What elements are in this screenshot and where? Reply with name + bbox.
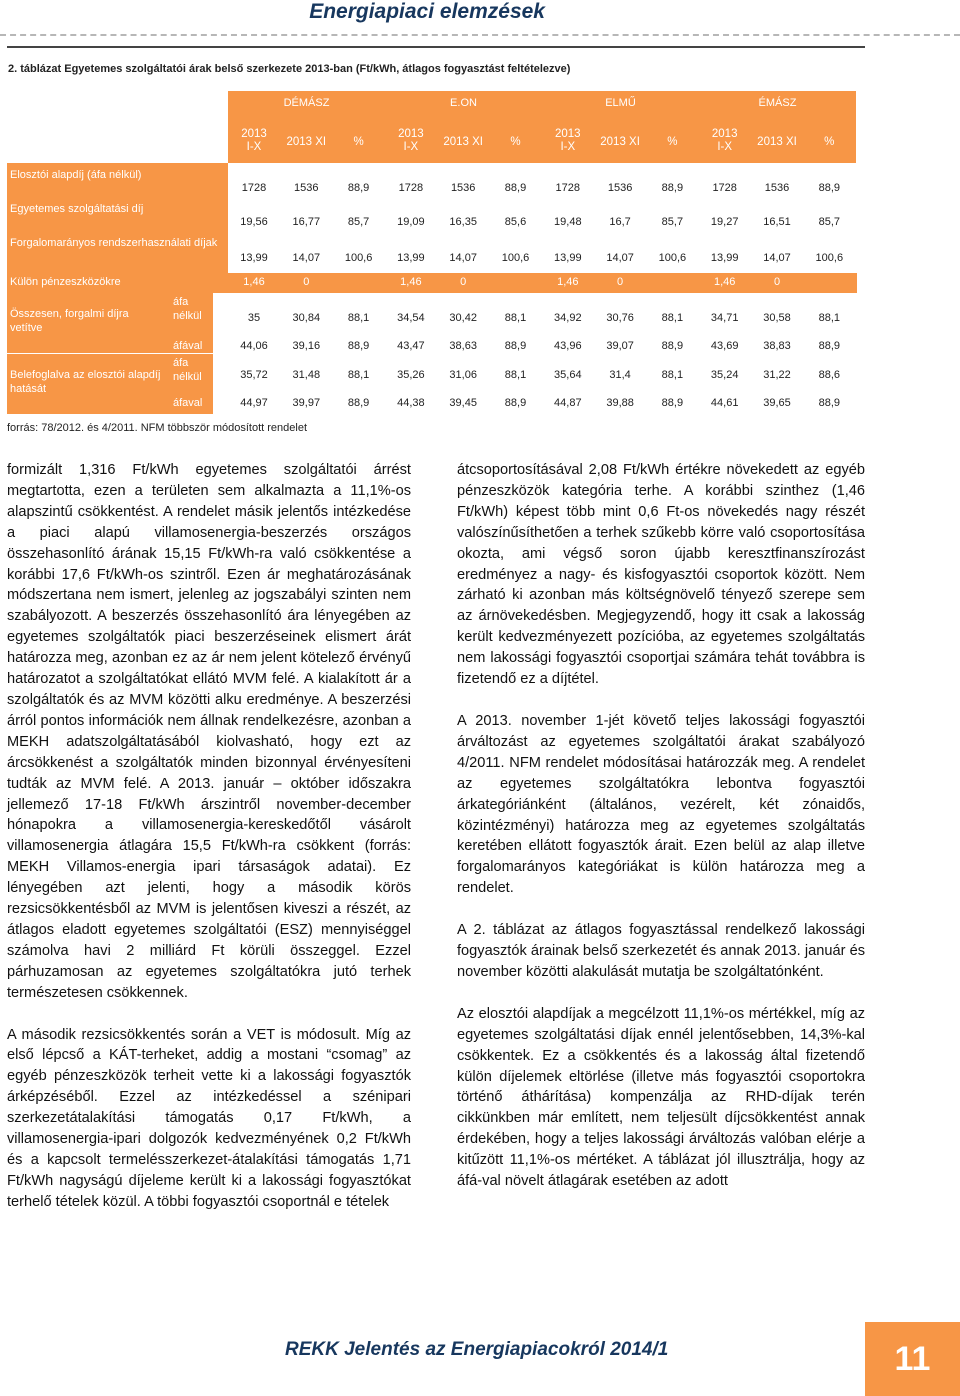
table-cell: 100,6 (658, 252, 687, 264)
subcolumn-header: 2013 I-X (398, 128, 424, 153)
table-cell: 1,46 (557, 276, 579, 288)
table-cell: 88,9 (661, 397, 684, 409)
subcolumn-header: % (510, 136, 521, 148)
table-cell: 0 (460, 276, 467, 288)
sub-label: áfaval (173, 397, 203, 409)
subcolumn-header: 2013 XI (600, 136, 640, 148)
table-cell: 88,9 (661, 182, 684, 194)
left-paragraph: A második rezsicsökkentés során a VET is módosult. Míg az első lépcső a KÁT-terheket, addig a mostani “csomag” az egyéb pénzeszközök terheit vette ki a lakossági fogyasztók árképzéséből. Ezzel az intézkedéssel a szénipari szerkezetátalakítási támogatás 0,17 Ft/kWh, a villamosenergia-ipari dolgozók kedvezményének 0,2 Ft/kWh és a kapcsolt termelésszerkezet-átalakítási támogatás 1,71 Ft/kWh nagyságú díjeleme került ki a lakossági fogyasztókat terhelő tételek közül. A többi fogyasztói csoportnál e tételek (7, 1026, 411, 1210)
table-cell: 16,77 (292, 216, 321, 228)
row-label: Elosztói alapdíj (áfa nélkül) (10, 169, 142, 181)
table-cell: 1728 (555, 182, 581, 194)
table-cell: 14,07 (606, 252, 634, 264)
table-cell: 44,61 (710, 397, 739, 409)
table-cell: 16,51 (763, 216, 791, 228)
table-cell: 1728 (712, 182, 737, 194)
table-cell: 19,48 (554, 216, 582, 228)
table-cell: 88,6 (818, 369, 840, 381)
table-cell: 35,24 (710, 369, 739, 381)
table-cell: 88,9 (661, 340, 684, 352)
table-cell: 88,1 (661, 312, 684, 324)
table-cell: 34,54 (397, 312, 425, 324)
table-cell: 1,46 (713, 276, 736, 288)
table-cell: 39,97 (292, 397, 321, 409)
provider-header: E.ON (450, 97, 477, 109)
table-cell: 100,6 (344, 252, 373, 264)
table-cell: 0 (303, 276, 310, 288)
subcolumn-header: % (667, 136, 678, 148)
table-cell: 1728 (241, 182, 267, 194)
table-cell: 34,92 (554, 312, 582, 324)
table-cell: 88,1 (661, 369, 684, 381)
table-cell: 38,63 (449, 340, 477, 352)
table-cell: 39,45 (449, 397, 477, 409)
table-cell: 88,9 (818, 182, 840, 194)
table-cell: 88,9 (504, 397, 527, 409)
table-source: forrás: 78/2012. és 4/2011. NFM többször módosított rendelet (7, 422, 308, 434)
table-cell: 88,9 (818, 340, 840, 352)
table-cell: 88,1 (347, 312, 370, 324)
table-cell: 44,97 (240, 397, 268, 409)
right-paragraph: A 2. táblázat az átlagos fogyasztással rendelkező lakossági fogyasztók árainak belső szerkezetét és annak 2013. január és november közötti alakulását mutatja be szolgáltatónként. (457, 922, 865, 980)
table-cell: 1536 (607, 182, 633, 194)
row-label: Forgalomarányos rendszerhasználati díjak (10, 237, 218, 249)
table-cell: 34,71 (710, 312, 739, 324)
table-cell: 85,7 (661, 216, 684, 228)
table-cell: 19,27 (710, 216, 739, 228)
left-paragraph: formizált 1,316 Ft/kWh egyetemes szolgáltatói árrést megtartotta, ezen a területen sem alkalmazta a 11,1%-os alapszintű csökkentést. A rendelet másik jelentős intézkedése a piaci alapú villamosenergia-beszerzés országos összehasonlító árának 15,15 Ft/kWh-ra való csökkentése a korábbi 17,6 Ft/kWh-os szintről. Ezen ár meghatározásának módszertana nem ismert, jelenleg az jogszabályi szinten nem szabályozott. A beszerzés összehasonlító ára lényegében az egyetemes szolgáltatók piaci beszerzéseinek elismert árát határozza meg, azonban ez az ár nem jelent kötelező érvényű határozatot a szolgáltatókat ellátó MVM felé. A kialakított ár a szolgáltatók és az MVM közötti alku eredménye. A beszerzési árról pontos információk nem állnak rendelkezésre, azonban a MEKH adatszolgáltatásából kiolvasható, hogy ezt az árcsökkenést a szolgáltatók minden bizonnyal érvényesíteni tudták az MVM felé. A 2013. január – október időszakra jellemező 17-18 Ft/kWh árszintről november-december hónapokra a villamosenergia-kereskedőtől vásárolt villamosenergia átlagára 15,5 Ft/kWh-ra csökkent (forrás: MEKH Villamos-energia ipari társaságok adatai). Ez lényegében azt jelenti, hogy a második körös rezsicsökkentésből az MVM is jelentősen kiveszi a részét, az átlagos eladott egyetemes szolgáltatói (ESZ) mennyiséggel számolva havi 2 milliárd Ft körüli összeggel. Ezzel párhuzamosan az egyetemes szolgáltatókra jutó terhek természetesen csökkennek. (7, 462, 411, 1001)
table-cell: 13,99 (397, 252, 425, 264)
table-cell: 88,9 (504, 182, 527, 194)
table-cell: 44,87 (554, 397, 582, 409)
table-cell: 1536 (294, 182, 319, 194)
table-cell: 35,64 (554, 369, 582, 381)
subcolumn-header: 2013 XI (443, 136, 484, 148)
sub-label: áfa nélkül (173, 357, 202, 383)
subcolumn-header: 2013 I-X (555, 128, 581, 153)
table-cell: 30,42 (449, 312, 477, 324)
header-dashed-divider (0, 34, 960, 36)
table-cell: 35,72 (240, 369, 268, 381)
table-cell: 13,99 (240, 252, 268, 264)
table-cell: 88,9 (818, 397, 840, 409)
table-cell: 85,7 (818, 216, 840, 228)
table-cell: 14,07 (292, 252, 321, 264)
table-cell: 88,9 (347, 340, 370, 352)
table-cell: 13,99 (554, 252, 582, 264)
table-cell: 14,07 (449, 252, 477, 264)
table-cell: 1536 (764, 182, 790, 194)
subcolumn-header: 2013 I-X (241, 128, 267, 153)
provider-header: DÉMÁSZ (283, 97, 330, 109)
provider-header: ÉMÁSZ (758, 97, 797, 109)
table-cell: 30,84 (292, 312, 321, 324)
table-cell: 88,1 (347, 369, 370, 381)
table-cell: 16,7 (609, 216, 631, 228)
table-cell: 43,96 (554, 340, 582, 352)
table-cell: 85,7 (347, 216, 370, 228)
table-cell: 35 (247, 312, 261, 324)
table-cell: 35,26 (397, 369, 425, 381)
table-cell: 88,1 (818, 312, 840, 324)
group-label: Belefoglalva az elosztói alapdíj hatását (10, 369, 161, 395)
sub-label: áfával (173, 340, 203, 352)
table-cell: 39,16 (292, 340, 321, 352)
row-label: Egyetemes szolgáltatási díj (10, 203, 144, 215)
table-cell: 31,4 (609, 369, 631, 381)
right-column (457, 460, 865, 1213)
sub-label: áfa nélkül (173, 296, 202, 322)
table-cell: 31,48 (292, 369, 321, 381)
right-paragraph: átcsoportosításával 2,08 Ft/kWh értékre növekedett az egyéb pénzeszközök kategória terhe. A korábbi szinthez (1,46 Ft/kWh) képest több mint 0,6 Ft-os növekedés nagy részét valószínűsíthetően a terhek szűkebb körre való csoportosítása okozta, ami végső soron újabb keresztfinanszírozást eredményez a nagy- és kisfogyasztói csoportok között. Nem zárható ki azonban más költségnövelő tényező szerepe sem az árnövekedésben. Megjegyzendő, hogy itt csak a lakosság került kedvezményezett pozícióba, az egyetemes szolgáltatás nem lakossági fogyasztói csoportjai számára tehát továbbra is fizetendő ez a díjtétel. (457, 462, 865, 688)
table-cell: 14,07 (763, 252, 791, 264)
table-cell: 31,06 (449, 369, 477, 381)
table-cell: 39,88 (606, 397, 634, 409)
table-cell: 16,35 (449, 216, 477, 228)
table-cell: 88,1 (504, 312, 527, 324)
table-cell: 30,58 (763, 312, 791, 324)
table-cell: 43,47 (397, 340, 425, 352)
right-paragraph: Az elosztói alapdíjak a megcélzott 11,1%-os mértékkel, míg az egyetemes szolgáltatási díjak ennél jelentősebben, 14,3%-kal csökkentek. Ez a csökkentés és a lakosság által fizetendő külön díjelemek eltörlése (illetve más fogyasztói csoportokra történő áthárítása) kompenzálja az RHD-díjak terén cikkünkben már említett, nem teljesült díjcsökkentést annak érdekében, hogy a teljes lakossági árváltozás valóban elérje a kitűzött 11,1%-os mértéket. A táblázat jól illusztrálja, hogy az áfá-val növelt átlagárak esetében az adott (457, 1005, 865, 1190)
table-cell: 38,83 (763, 340, 791, 352)
provider-header: ELMŰ (605, 97, 636, 109)
table-cell: 1728 (398, 182, 424, 194)
table-cell: 100,6 (501, 252, 530, 264)
table-cell: 88,9 (347, 397, 370, 409)
table-cell: 0 (617, 276, 624, 288)
table-cell: 88,9 (504, 340, 527, 352)
page-number: 11 (865, 1322, 960, 1396)
header-solid-divider (7, 46, 865, 48)
table-cell: 1536 (450, 182, 476, 194)
table-cell: 44,06 (240, 340, 268, 352)
right-paragraph: A 2013. november 1-jét követő teljes lakossági fogyasztói árváltozást az egyetemes szolgáltatói árakat szabályozó 4/2011. NFM rendelet módosításai határozzák meg. A rendelet az egyetemes szolgáltatókra lebontva fogyasztói árkategóriánként (általános, vezérelt, két zónaidős, közintézményi) határozza meg az egyetemes szolgáltatás keretében ellátott fogyasztók árait. Ezen belül az alap illetve forgalomarányos kategóriákat is külön határozza meg a rendelet. (457, 712, 865, 897)
table-cell: 85,6 (504, 216, 527, 228)
subcolumn-header: 2013 XI (286, 136, 327, 148)
table-cell: 13,99 (710, 252, 739, 264)
table-cell: 19,56 (240, 216, 268, 228)
table-cell: 1,46 (243, 276, 265, 288)
subcolumn-header: % (824, 136, 835, 148)
table-caption: 2. táblázat Egyetemes szolgáltatói árak belső szerkezete 2013-ban (Ft/kWh, átlagos fogyasztást feltételezve) (8, 63, 571, 75)
subcolumn-header: % (353, 136, 364, 148)
footer-title: REKK Jelentés az Energiapiacokról 2014/1 (285, 1339, 669, 1360)
table-cell: 1,46 (400, 276, 422, 288)
table-cell: 39,65 (763, 397, 791, 409)
table-cell: 0 (773, 276, 781, 288)
subcolumn-header: 2013 XI (757, 136, 797, 148)
table-cell: 43,69 (710, 340, 739, 352)
row-label: Külön pénzeszközökre (10, 276, 121, 288)
subcolumn-header: 2013 I-X (711, 128, 738, 153)
header-title: Energiapiaci elemzések (309, 0, 545, 23)
table-cell: 100,6 (815, 252, 844, 264)
table-cell: 19,09 (397, 216, 425, 228)
group-label: Összesen, forgalmi díjra vetítve (10, 308, 129, 334)
table-cell: 88,1 (504, 369, 527, 381)
table-cell: 30,76 (606, 312, 634, 324)
table-cell: 31,22 (763, 369, 791, 381)
table-cell: 44,38 (397, 397, 425, 409)
table-cell: 39,07 (606, 340, 634, 352)
table-cell: 88,9 (347, 182, 370, 194)
left-column (7, 460, 411, 1234)
